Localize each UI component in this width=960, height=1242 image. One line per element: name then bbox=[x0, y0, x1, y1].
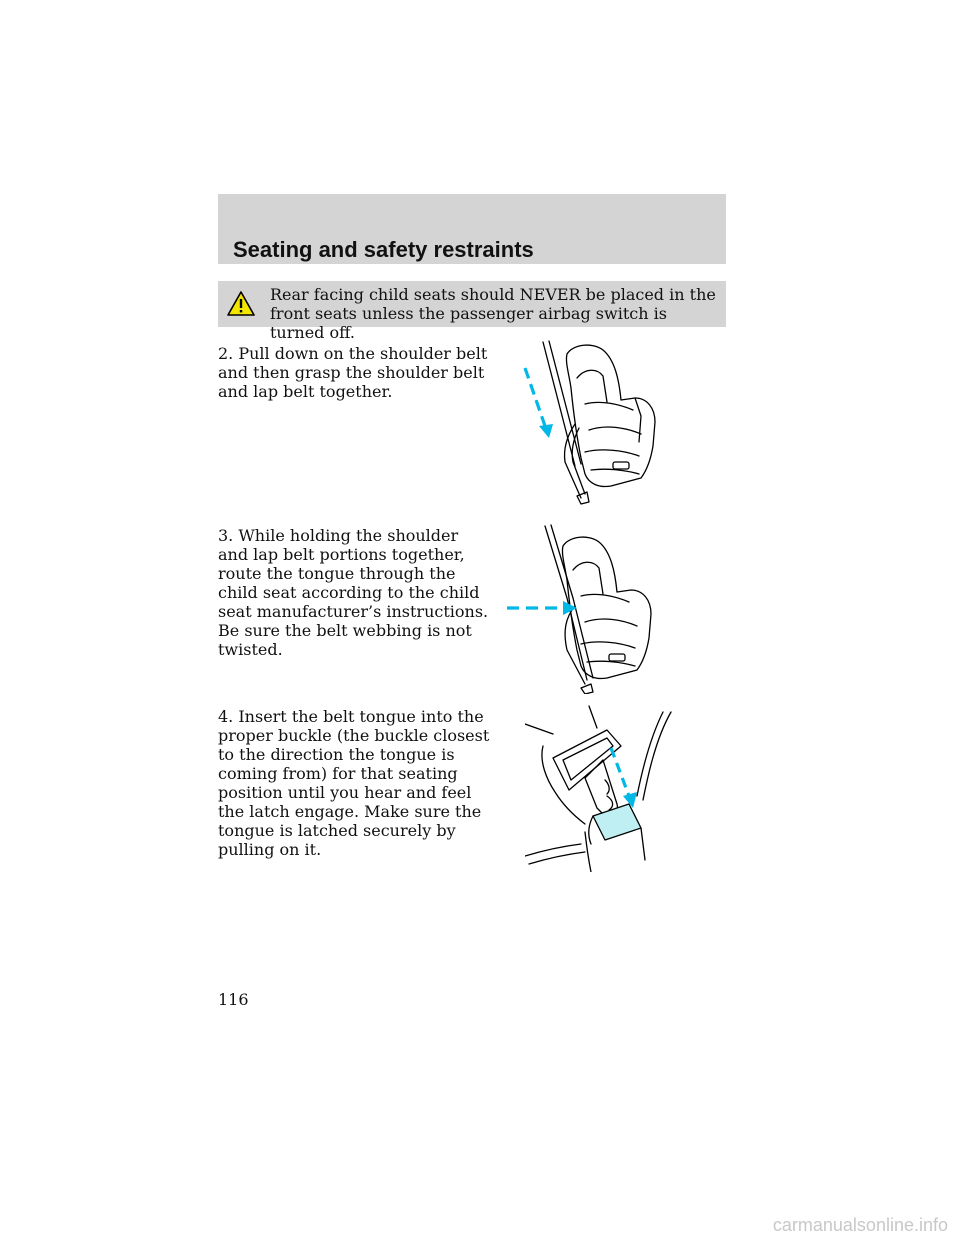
step-3-text: 3. While holding the shoulder and lap belt portions together, route the tongue through the child seat according to the child seat manufacturer’s instructions. Be sure the belt webbing is not twisted. bbox=[218, 526, 489, 659]
warning-triangle-icon bbox=[226, 290, 256, 317]
page-number: 116 bbox=[218, 990, 249, 1009]
step-2-text: 2. Pull down on the shoulder belt and then grasp the shoulder belt and lap belt together. bbox=[218, 344, 488, 401]
section-title: Seating and safety restraints bbox=[233, 237, 534, 262]
belt-buckle-latch-illustration bbox=[525, 700, 675, 872]
watermark: carmanualsonline.info bbox=[772, 1215, 948, 1235]
child-seat-route-belt-illustration bbox=[505, 522, 675, 694]
warning-text: Rear facing child seats should NEVER be placed in the front seats unless the passenger airbag switch is turned off. bbox=[270, 285, 716, 342]
child-seat-pull-belt-illustration bbox=[515, 338, 690, 510]
step-4-text: 4. Insert the belt tongue into the proper buckle (the buckle closest to the direction the tongue is coming from) for that seating position until you hear and feel the latch engage. Make sure the tongue is latched securely by pulling on it. bbox=[218, 707, 490, 859]
